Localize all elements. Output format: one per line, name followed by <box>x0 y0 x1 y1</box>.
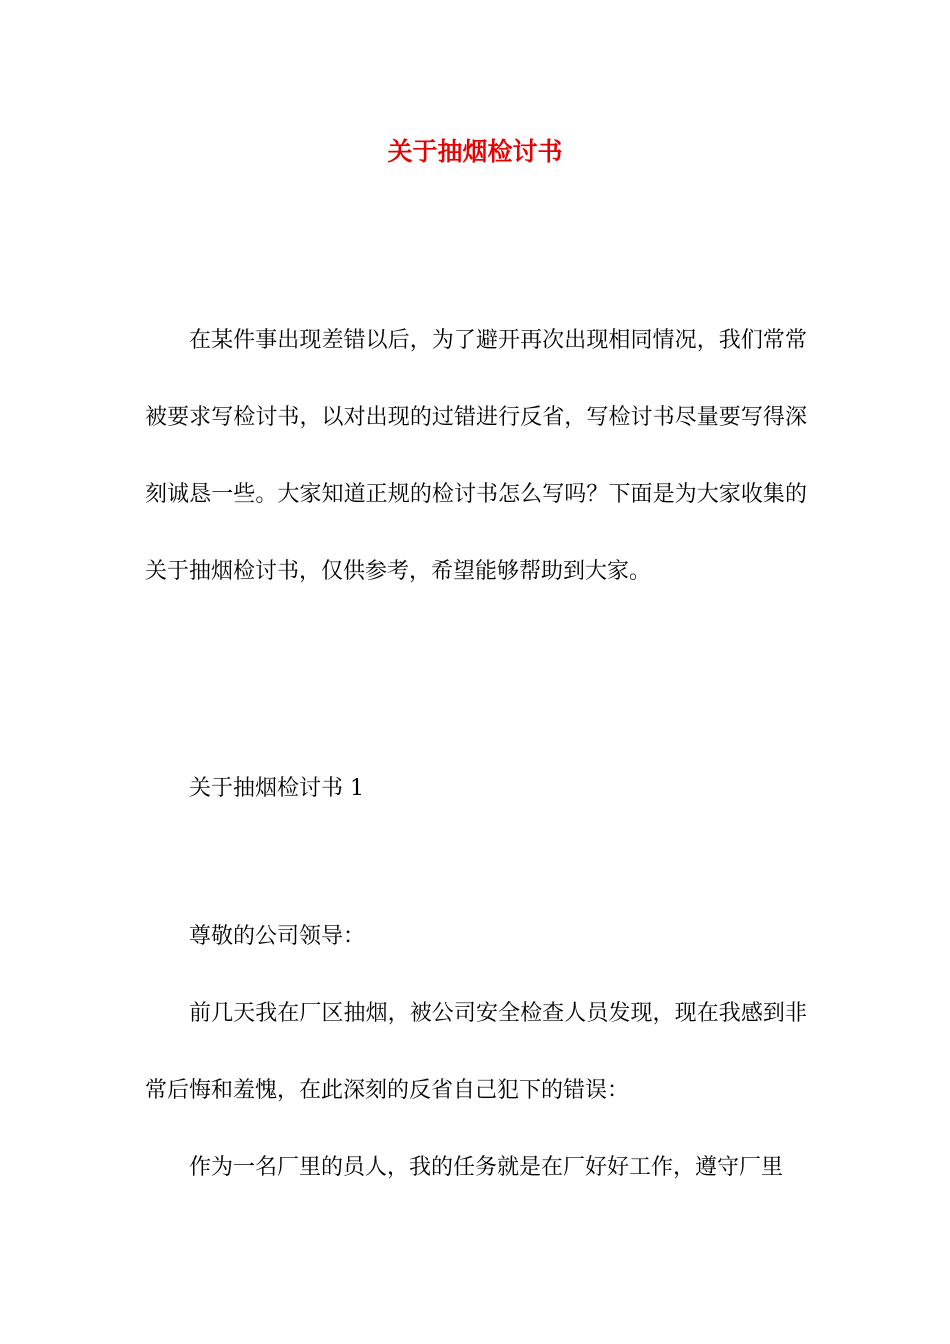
intro-paragraph: 在某件事出现差错以后，为了避开再次出现相同情况，我们常常被要求写检讨书，以对出现的过错进行反省，写检讨书尽量要写得深刻诚恳一些。大家知道正规的检讨书怎么写吗？下面是为大家收集的关于抽烟检讨书，仅供参考，希望能够帮助到大家。 <box>145 328 807 584</box>
section-heading: 关于抽烟检讨书 1 <box>189 776 364 801</box>
body-paragraph: 前几天我在厂区抽烟，被公司安全检查人员发现，现在我感到非常后悔和羞愧，在此深刻的反省自己犯下的错误： <box>145 1001 807 1103</box>
salutation: 尊敬的公司领导： <box>189 924 366 949</box>
document-title: 关于抽烟检讨书 <box>387 137 563 166</box>
body-paragraph: 作为一名厂里的员人，我的任务就是在厂好好工作，遵守厂里 <box>189 1155 784 1180</box>
